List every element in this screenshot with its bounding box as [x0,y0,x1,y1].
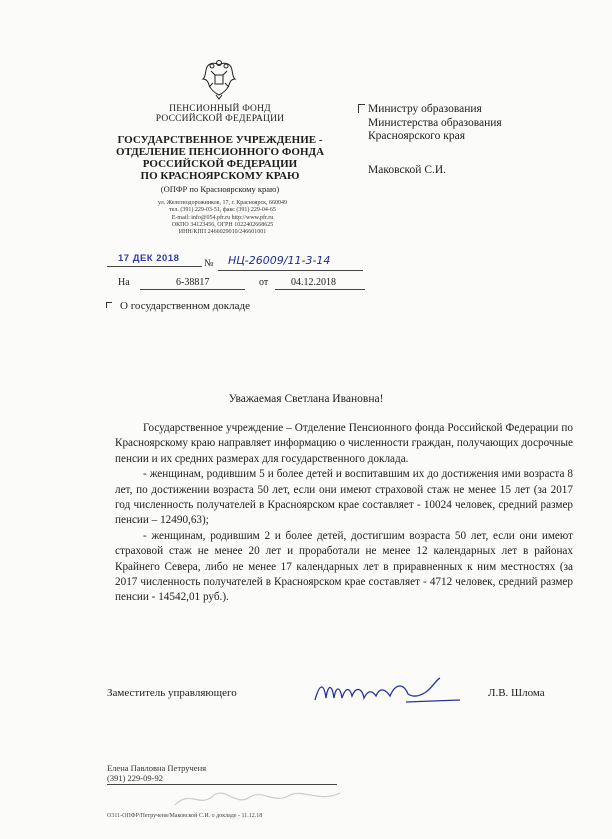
contact-block [120,200,325,236]
addressee-line1: Министру образования [368,103,482,115]
number-underline [218,270,363,271]
institution-line2: ОТДЕЛЕНИЕ ПЕНСИОННОГО ФОНДА [115,146,325,158]
incoming-number-underline [140,289,245,290]
contact-codes: ОКПО 34123456, ОГРН 1022402668625 [171,221,274,228]
incoming-from-prefix: от [259,277,269,288]
fund-name-line2: РОССИЙСКОЙ ФЕДЕРАЦИИ [155,114,285,124]
contact-phone: тел. (391) 229-03-51, факс (391) 229-04-65 [169,207,276,214]
addressee-line2: Министерства образования [368,116,502,129]
contact-email: E-mail: info@054.pfr.ru http://www.pfr.ru [171,214,274,221]
institution-line4: ПО КРАСНОЯРСКОМУ КРАЮ [140,170,300,182]
addressee-name: Маковской С.И. [368,163,447,176]
outgoing-number: НЦ-26009/11-3-14 [228,254,331,267]
date-underline [107,266,202,267]
number-label: № [204,258,214,269]
institution-abbreviation: (ОПФР по Красноярскому краю) [160,184,280,194]
incoming-date-underline [275,289,365,290]
handwritten-signature [310,672,470,712]
addressee-bracket [358,104,365,113]
addressee-line3: Красноярского края [368,130,465,142]
executor-phone: (391) 229-09-92 [107,773,163,783]
institution-line1: ГОСУДАРСТВЕННОЕ УЧРЕЖДЕНИЕ - [117,134,323,146]
subject-bracket [106,302,112,308]
registration-stamp-date: 17 ДЕК 2018 [118,253,180,264]
addressee-block [368,103,502,177]
body-paragraph-3: - женщинам, родившим 2 и более детей, достигшим возраста 50 лет, если они имеют страховой стаж не менее 20 лет и проработали не менее 12 календарных лет в районах Крайнего Севера, либо не менее 17 календарных лет в приравненных к ним местностях (за 2017 численность получателей в Красноярском крае составляет - 4712 человек, средний размер пенсии - 14542,01 руб.). [115,529,573,604]
incoming-number: 6-38817 [176,277,210,288]
incoming-prefix: На [118,277,130,288]
greeting: Уважаемая Светлана Ивановна! [228,393,384,405]
contact-inn: ИНН/КПП 2466029010/246601001 [178,229,267,236]
contact-address: ул. Железнодорожников, 17, г. Красноярск, 660049 [157,200,288,206]
letter-body [115,421,573,606]
faint-background-scrawl [170,785,360,813]
incoming-date: 04.12.2018 [291,277,336,288]
coat-of-arms-emblem [197,57,241,101]
body-paragraph-2: - женщинам, родившим 5 и более детей и воспитавшим их до достижения ими возраста 8 лет, по достижении возраста 50 лет, если они имеют страховой стаж не менее 15 лет (за 2017 год численность получателей в Красноярском крае составляет - 10024 человек, средний размер пенсии – 12490,63); [115,468,573,527]
signer-position: Заместитель управляющего [107,687,237,699]
signer-name: Л.В. Шлома [488,687,545,699]
executor-name: Елена Павловна Петрученя [107,763,207,773]
document-footer: О311-ОПФР/Петрученя/Маковской С.И. о докладе - 11.12.18 [107,813,263,819]
institution-line3: РОССИЙСКОЙ ФЕДЕРАЦИИ [142,158,298,170]
fund-name-line1: ПЕНСИОННЫЙ ФОНД [169,104,271,114]
body-paragraph-1: Государственное учреждение – Отделение Пенсионного фонда Российской Федерации по Красноярскому краю направляет информацию о численности граждан, получающих досрочные пенсии и их средних размерах для государственного доклада. [115,422,573,465]
subject-line: О государственном докладе [120,300,250,312]
